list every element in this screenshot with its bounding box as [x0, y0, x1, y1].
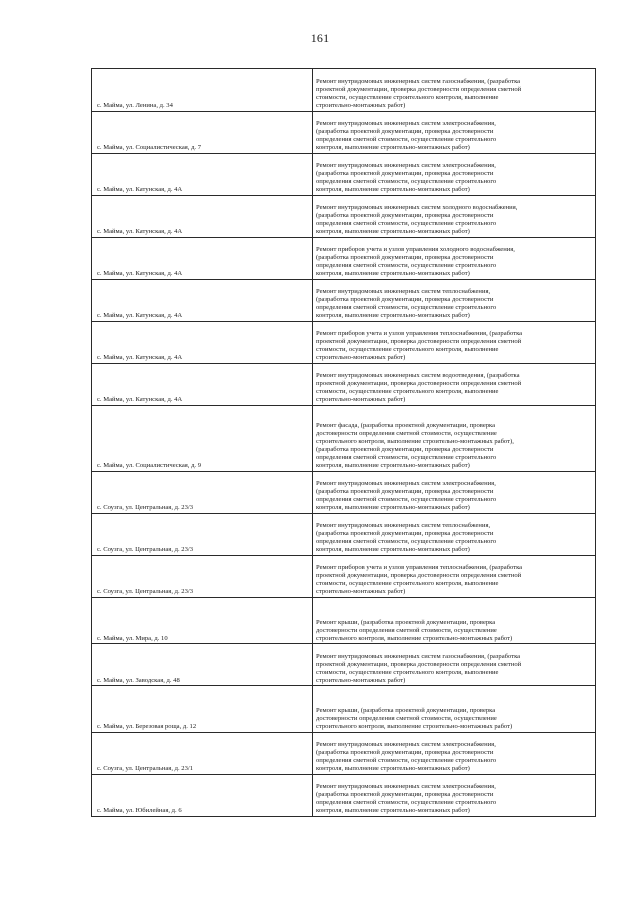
address-cell: с. Майма, ул. Березовая роща, д. 12 — [92, 686, 313, 733]
work-description-line: определения сметной стоимости, осуществление строительного — [316, 799, 497, 807]
table-row — [92, 686, 596, 733]
work-description-line: достоверности определения сметной стоимости, осуществление — [316, 715, 497, 723]
table-row — [92, 471, 596, 513]
work-description-cell — [313, 405, 596, 471]
works-table-body — [92, 69, 596, 817]
address-cell: с. Майма, ул. Катунская, д. 4А — [92, 237, 313, 279]
work-description-line: определения сметной стоимости, осуществление строительного — [316, 220, 497, 228]
work-description-line: достоверности определения сметной стоимости, осуществление — [316, 430, 497, 438]
work-description-line: стоимости, осуществление строительного контроля, выполнение — [316, 346, 499, 354]
address-cell: с. Майма, ул. Катунская, д. 4А — [92, 321, 313, 363]
work-description-cell — [313, 69, 596, 112]
address-cell: с. Соузга, ул. Центральная, д. 23/3 — [92, 555, 313, 597]
work-description-cell — [313, 111, 596, 153]
address-cell: с. Соузга, ул. Центральная, д. 23/1 — [92, 732, 313, 774]
work-description-line: (разработка проектной документации, проверка достоверности — [316, 170, 494, 178]
work-description-line: стоимости, осуществление строительного контроля, выполнение — [316, 388, 499, 396]
work-description-line: Ремонт внутридомовых инженерных систем газоснабжения, (разработка — [316, 652, 521, 660]
work-description-line: Ремонт внутридомовых инженерных систем теплоснабжения, — [316, 522, 491, 530]
work-description-line: проектной документации, проверка достоверности определения сметной — [316, 86, 522, 94]
work-description-line: Ремонт внутридомовых инженерных систем электроснабжения, — [316, 120, 496, 128]
address-cell: с. Майма, ул. Заводская, д. 48 — [92, 644, 313, 686]
work-description-cell — [313, 686, 596, 733]
work-description-line: определения сметной стоимости, осуществление строительного — [316, 454, 497, 462]
work-description-line: контроля, выполнение строительно-монтажных работ) — [316, 462, 470, 470]
work-description-cell — [313, 774, 596, 816]
work-description-line: строительно-монтажных работ) — [316, 588, 406, 596]
table-row — [92, 363, 596, 405]
work-description-line: проектной документации, проверка достоверности определения сметной — [316, 660, 522, 668]
table-row — [92, 279, 596, 321]
address-cell: с. Майма, ул. Социалистическая, д. 9 — [92, 405, 313, 471]
work-description-line: стоимости, осуществление строительного контроля, выполнение — [316, 668, 499, 676]
work-description-line: контроля, выполнение строительно-монтажных работ) — [316, 144, 470, 152]
table-row — [92, 644, 596, 686]
address-cell: с. Майма, ул. Юбилейная, д. 6 — [92, 774, 313, 816]
work-description-cell — [313, 597, 596, 644]
work-description-line: Ремонт внутридомовых инженерных систем электроснабжения, — [316, 162, 496, 170]
work-description-line: строительного контроля, выполнение строительно-монтажных работ) — [316, 723, 513, 731]
work-description-line: контроля, выполнение строительно-монтажных работ) — [316, 807, 470, 815]
address-cell: с. Соузга, ул. Центральная, д. 23/3 — [92, 513, 313, 555]
work-description-line: контроля, выполнение строительно-монтажных работ) — [316, 504, 470, 512]
work-description-line: строительно-монтажных работ) — [316, 102, 406, 110]
work-description-line: (разработка проектной документации, проверка достоверности — [316, 791, 494, 799]
work-description-cell — [313, 195, 596, 237]
work-description-line: Ремонт крыши, (разработка проектной документации, проверка — [316, 707, 496, 715]
table-row — [92, 69, 596, 112]
work-description-line: определения сметной стоимости, осуществление строительного — [316, 304, 497, 312]
work-description-line: строительно-монтажных работ) — [316, 396, 406, 404]
work-description-line: (разработка проектной документации, проверка достоверности — [316, 254, 494, 262]
work-description-line: определения сметной стоимости, осуществление строительного — [316, 178, 497, 186]
work-description-line: Ремонт внутридомовых инженерных систем электроснабжения, — [316, 480, 496, 488]
table-row — [92, 237, 596, 279]
work-description-line: строительно-монтажных работ) — [316, 354, 406, 362]
work-description-line: определения сметной стоимости, осуществление строительного — [316, 136, 497, 144]
work-description-line: контроля, выполнение строительно-монтажных работ) — [316, 546, 470, 554]
table-row — [92, 513, 596, 555]
work-description-line: контроля, выполнение строительно-монтажных работ) — [316, 270, 470, 278]
work-description-line: Ремонт крыши, (разработка проектной документации, проверка — [316, 618, 496, 626]
work-description-cell — [313, 732, 596, 774]
work-description-line: Ремонт приборов учета и узлов управления холодного водоснабжения, — [316, 246, 515, 254]
work-description-cell — [313, 153, 596, 195]
work-description-line: (разработка проектной документации, проверка достоверности — [316, 530, 494, 538]
work-description-line: достоверности определения сметной стоимости, осуществление — [316, 626, 497, 634]
work-description-line: (разработка проектной документации, проверка достоверности — [316, 212, 494, 220]
table-row — [92, 111, 596, 153]
work-description-line: Ремонт внутридомовых инженерных систем теплоснабжения, — [316, 288, 491, 296]
work-description-line: (разработка проектной документации, проверка достоверности — [316, 128, 494, 136]
work-description-line: контроля, выполнение строительно-монтажных работ) — [316, 312, 470, 320]
table-row — [92, 774, 596, 816]
address-cell: с. Майма, ул. Катунская, д. 4А — [92, 363, 313, 405]
table-row — [92, 555, 596, 597]
table-row — [92, 597, 596, 644]
work-description-line: определения сметной стоимости, осуществление строительного — [316, 538, 497, 546]
work-description-line: Ремонт фасада, (разработка проектной документации, проверка — [316, 422, 496, 430]
table-row — [92, 405, 596, 471]
address-cell: с. Майма, ул. Социалистическая, д. 7 — [92, 111, 313, 153]
work-description-line: (разработка проектной документации, проверка достоверности — [316, 488, 494, 496]
work-description-line: строительного контроля, выполнение строительно-монтажных работ) — [316, 634, 513, 642]
work-description-line: (разработка проектной документации, проверка достоверности — [316, 296, 494, 304]
work-description-line: строительно-монтажных работ) — [316, 676, 406, 684]
work-description-line: Ремонт внутридомовых инженерных систем электроснабжения, — [316, 741, 496, 749]
work-description-line: (разработка проектной документации, проверка достоверности — [316, 446, 494, 454]
work-description-cell — [313, 555, 596, 597]
works-table — [91, 68, 596, 817]
address-cell: с. Майма, ул. Катунская, д. 4А — [92, 195, 313, 237]
address-cell: с. Майма, ул. Мира, д. 10 — [92, 597, 313, 644]
work-description-line: Ремонт внутридомовых инженерных систем холодного водоснабжения, — [316, 204, 518, 212]
work-description-line: проектной документации, проверка достоверности определения сметной — [316, 572, 522, 580]
work-description-line: определения сметной стоимости, осуществление строительного — [316, 757, 497, 765]
work-description-cell — [313, 513, 596, 555]
table-row — [92, 732, 596, 774]
work-description-line: стоимости, осуществление строительного контроля, выполнение — [316, 94, 499, 102]
address-cell: с. Майма, ул. Ленина, д. 34 — [92, 69, 313, 112]
work-description-cell — [313, 471, 596, 513]
work-description-line: стоимости, осуществление строительного контроля, выполнение — [316, 580, 499, 588]
work-description-cell — [313, 279, 596, 321]
work-description-line: (разработка проектной документации, проверка достоверности — [316, 749, 494, 757]
work-description-line: Ремонт внутридомовых инженерных систем электроснабжения, — [316, 783, 496, 791]
work-description-line: строительного контроля, выполнение строительно-монтажных работ), — [316, 438, 514, 446]
work-description-cell — [313, 237, 596, 279]
work-description-line: определения сметной стоимости, осуществление строительного — [316, 262, 497, 270]
page-number: 161 — [310, 31, 330, 45]
address-cell: с. Соузга, ул. Центральная, д. 23/3 — [92, 471, 313, 513]
work-description-line: контроля, выполнение строительно-монтажных работ) — [316, 765, 470, 773]
table-row — [92, 321, 596, 363]
address-cell: с. Майма, ул. Катунская, д. 4А — [92, 153, 313, 195]
address-cell: с. Майма, ул. Катунская, д. 4А — [92, 279, 313, 321]
work-description-line: определения сметной стоимости, осуществление строительного — [316, 496, 497, 504]
work-description-line: контроля, выполнение строительно-монтажных работ) — [316, 186, 470, 194]
work-description-line: Ремонт приборов учета и узлов управления теплоснабжения, (разработка — [316, 564, 523, 572]
work-description-line: Ремонт приборов учета и узлов управления теплоснабжения, (разработка — [316, 330, 523, 338]
work-description-cell — [313, 363, 596, 405]
work-description-line: Ремонт внутридомовых инженерных систем водоотведения, (разработка — [316, 372, 520, 380]
work-description-line: проектной документации, проверка достоверности определения сметной — [316, 380, 522, 388]
table-row — [92, 195, 596, 237]
work-description-line: Ремонт внутридомовых инженерных систем газоснабжения, (разработка — [316, 78, 521, 86]
work-description-line: контроля, выполнение строительно-монтажных работ) — [316, 228, 470, 236]
table-row — [92, 153, 596, 195]
work-description-cell — [313, 644, 596, 686]
work-description-line: проектной документации, проверка достоверности определения сметной — [316, 338, 522, 346]
work-description-cell — [313, 321, 596, 363]
